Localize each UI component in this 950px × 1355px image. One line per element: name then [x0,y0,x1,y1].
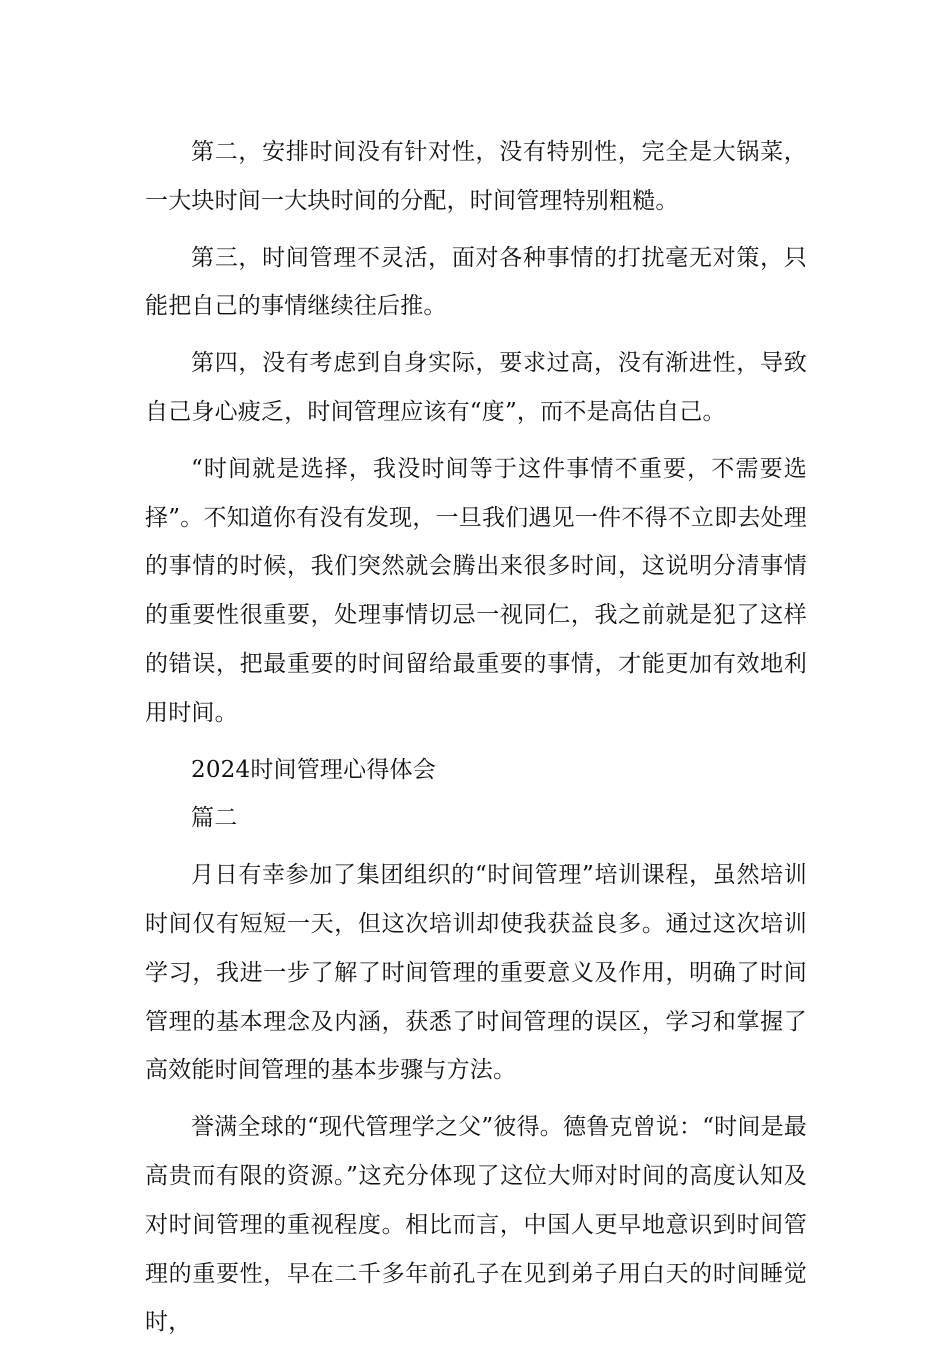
section-title: 2024时间管理心得体会 [191,756,436,783]
section-subtitle: 篇二 [191,805,238,832]
paragraph: 誉满全球的“现代管理学之父”彼得。德鲁克曾说：“时间是最高贵而有限的资源。”这充分体现了这位大师对时间的高度认知及对时间管理的重视程度。相比而言，中国人更早地意识到时间管理的重要性，早在二千多年前孔子在见到弟子用白天的时间睡觉时， [145,1114,807,1336]
paragraph: 第四，没有考虑到自身实际，要求过高，没有渐进性，导致自己身心疲乏，时间管理应该有“度”，而不是高估自己。 [145,350,807,425]
paragraph: 第三，时间管理不灵活，面对各种事情的打扰毫无对策，只能把自己的事情继续往后推。 [145,244,807,320]
paragraph: “时间就是选择，我没时间等于这件事情不重要，不需要选择”。不知道你有没有发现，一旦我们遇见一件不得不立即去处理的事情的时候，我们突然就会腾出来很多时间，这说明分清事情的重要性很重要，处理事情切忌一视同仁，我之前就是犯了这样的错误，把最重要的时间留给最重要的事情，才能更加有效地利用时间。 [145,455,807,726]
document-body [145,128,807,1355]
paragraph: 第二，安排时间没有针对性，没有特别性，完全是大锅菜，一大块时间一大块时间的分配，时间管理特别粗糙。 [145,139,807,214]
paragraph: 月日有幸参加了集团组织的“时间管理”培训课程，虽然培训时间仅有短短一天，但这次培训却使我获益良多。通过这次培训学习，我进一步了解了时间管理的重要意义及作用，明确了时间管理的基本理念及内涵，获悉了时间管理的误区，学习和掌握了高效能时间管理的基本步骤与方法。 [145,862,807,1084]
